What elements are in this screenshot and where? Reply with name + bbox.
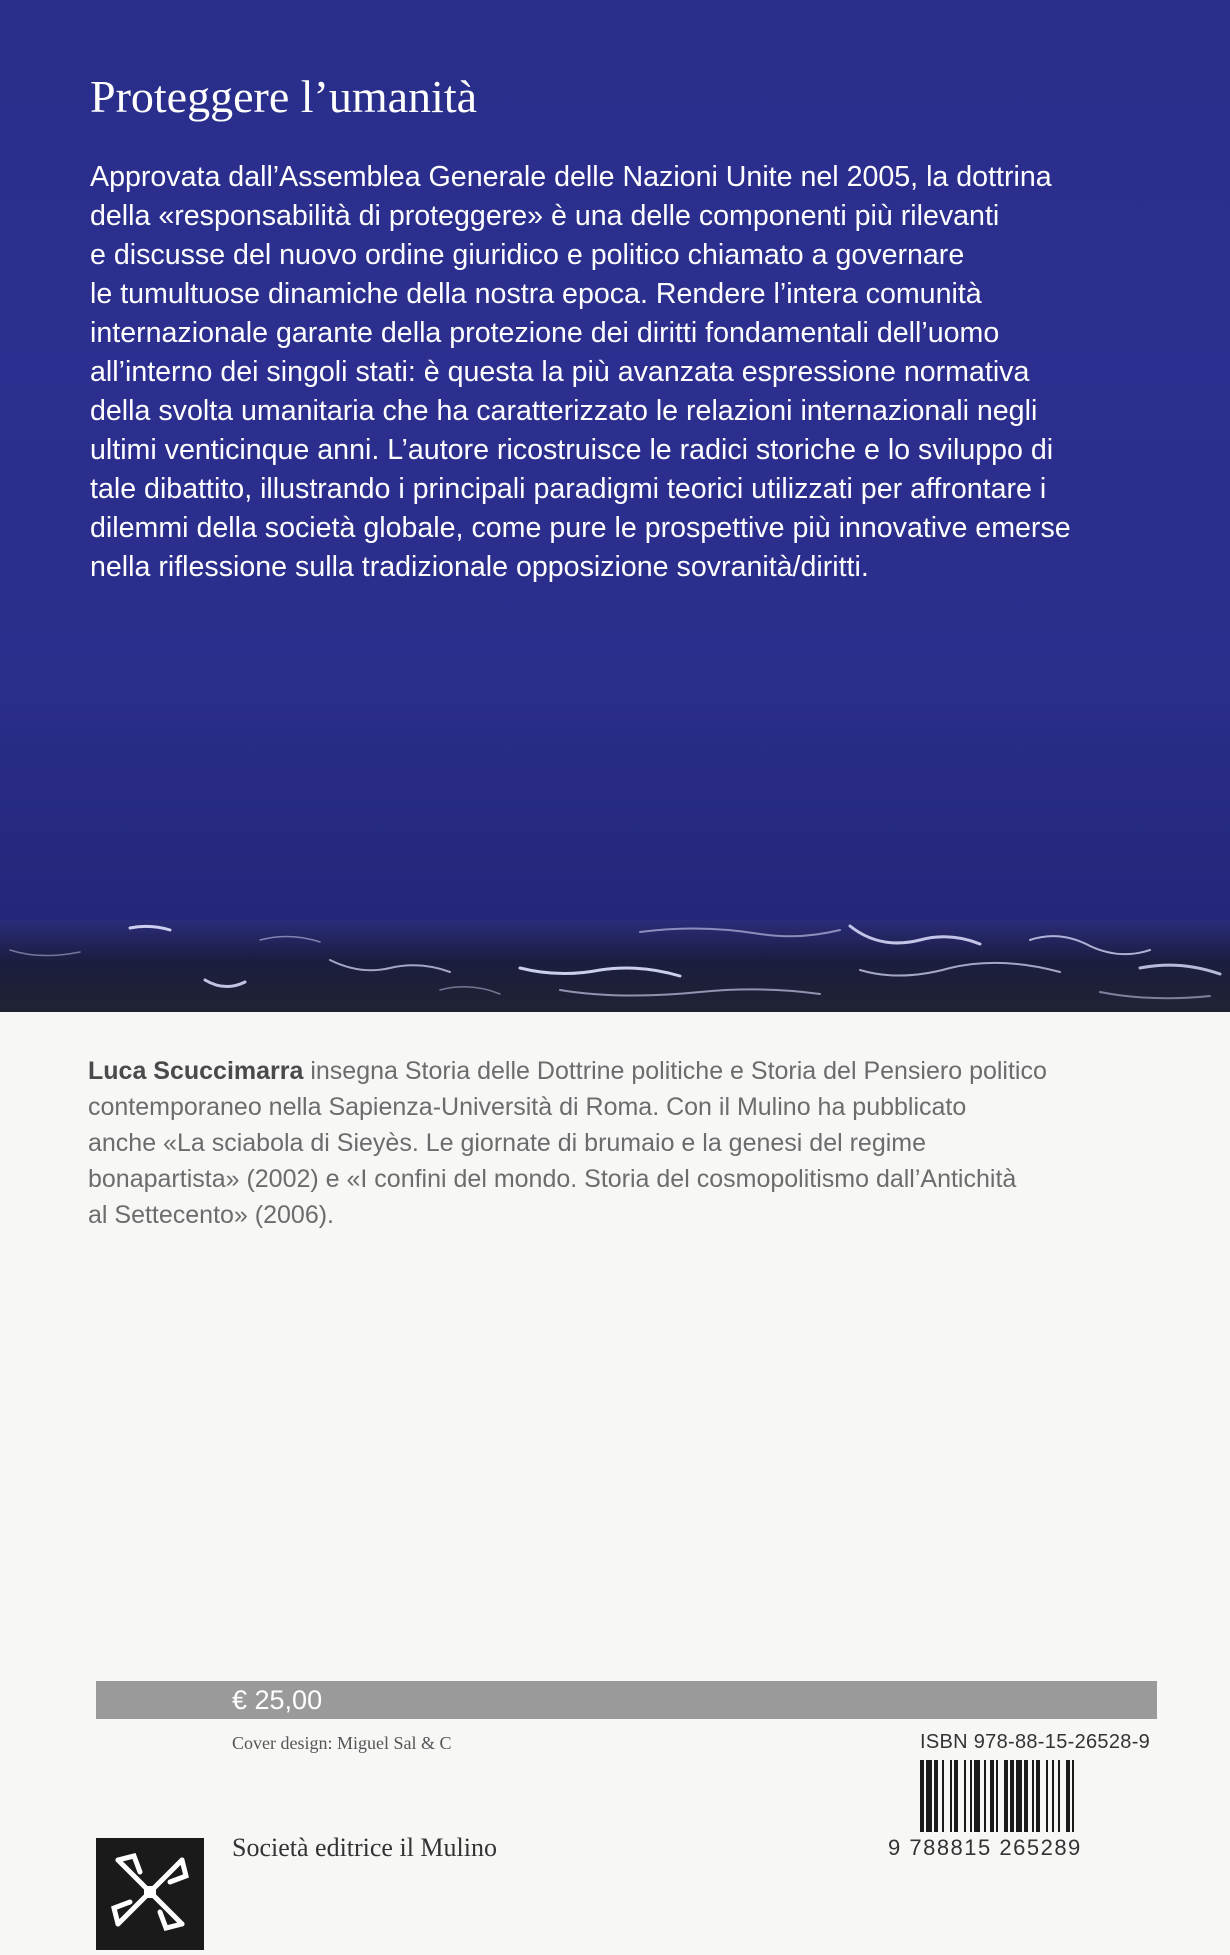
description-line: dilemmi della società globale, come pure le prospettive più innovative emerse (90, 512, 1071, 544)
water-photo-strip (0, 920, 1230, 1012)
barcode (918, 1760, 1160, 1832)
description-line: le tumultuose dinamiche della nostra epoca. Rendere l’intera comunità (90, 278, 982, 310)
description-line: tale dibattito, illustrando i principali paradigmi teorici utilizzati per affrontare i (90, 473, 1047, 505)
book-title: Proteggere l’umanità (90, 71, 478, 122)
price-bar (96, 1681, 1157, 1719)
publisher-name: Società editrice il Mulino (232, 1833, 497, 1862)
description-line: nella riflessione sulla tradizionale opposizione sovranità/diritti. (90, 551, 869, 583)
barcode-digits: 9 788815 265289 (888, 1835, 1082, 1860)
price-label: € 25,00 (232, 1685, 323, 1715)
author-bio-line: bonapartista» (2002) e «I confini del mondo. Storia del cosmopolitismo dall’Antichità (88, 1165, 1017, 1193)
description-line: ultimi venticinque anni. L’autore ricostruisce le radici storiche e lo sviluppo di (90, 434, 1054, 466)
windmill-icon (96, 1838, 204, 1950)
publisher-logo-icon (96, 1838, 204, 1950)
author-bio-line: al Settecento» (2006). (88, 1201, 334, 1229)
cover-design-credit: Cover design: Miguel Sal & C (232, 1733, 452, 1753)
description-line: internazionale garante della protezione dei diritti fondamentali dell’uomo (90, 317, 1000, 349)
description-line: della svolta umanitaria che ha caratterizzato le relazioni internazionali negli (90, 395, 1038, 427)
author-name: Luca Scuccimarra (88, 1057, 304, 1085)
author-bio-first-line (88, 1053, 1158, 1089)
description-line: all’interno dei singoli stati: è questa la più avanzata espressione normativa (90, 356, 1030, 388)
water-light-streaks (0, 920, 1230, 1012)
description-line: della «responsabilità di proteggere» è una delle componenti più rilevanti (90, 200, 1000, 232)
description-line: Approvata dall’Assemblea Generale delle Nazioni Unite nel 2005, la dottrina (90, 161, 1052, 193)
author-bio-text: insegna Storia delle Dottrine politiche e Storia del Pensiero politico (303, 1057, 1047, 1085)
author-bio-line: anche «La sciabola di Sieyès. Le giornate di brumaio e la genesi del regime (88, 1129, 927, 1157)
isbn-label: ISBN 978-88-15-26528-9 (920, 1731, 1151, 1753)
book-description (90, 158, 1155, 587)
author-bio-line: contemporaneo nella Sapienza-Università di Roma. Con il Mulino ha pubblicato (88, 1093, 967, 1121)
cover-blue-panel (0, 0, 1230, 925)
author-bio (88, 1053, 1158, 1233)
description-line: e discusse del nuovo ordine giuridico e politico chiamato a governare (90, 239, 965, 271)
